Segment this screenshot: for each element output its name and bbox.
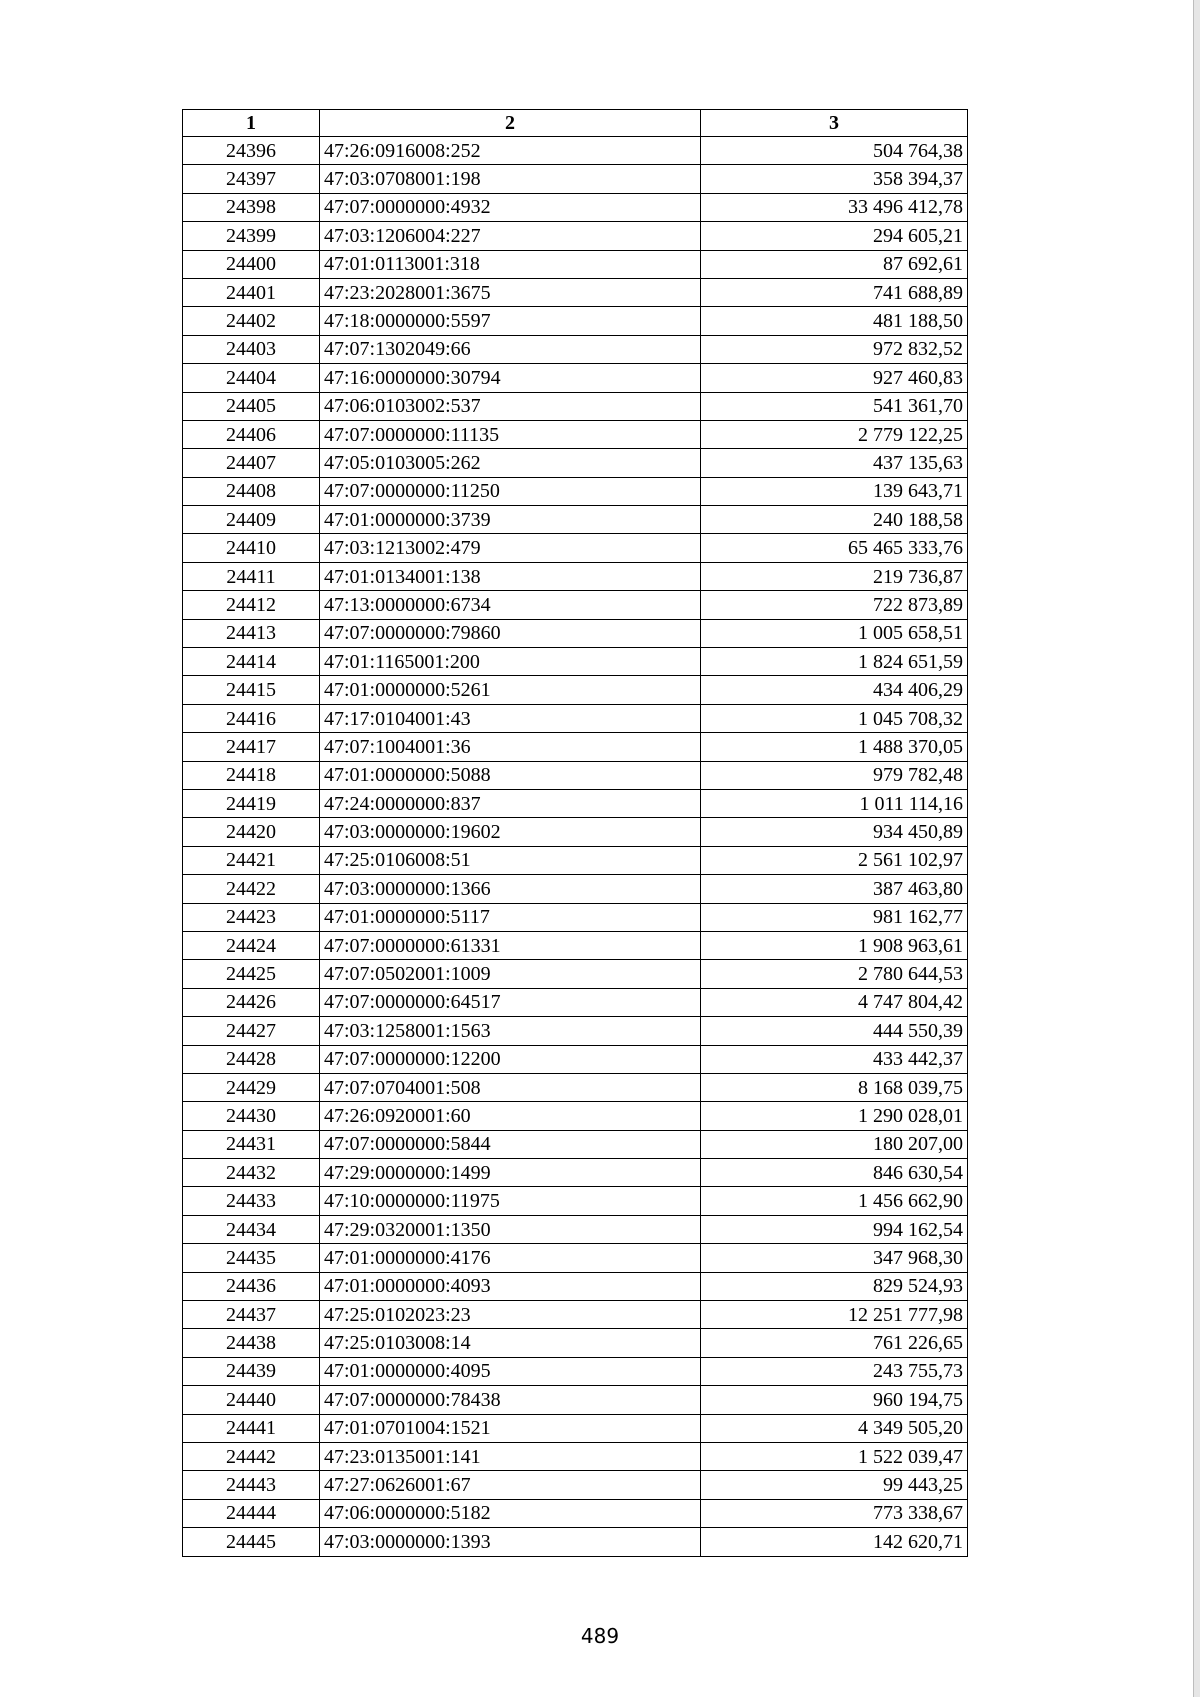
row-number-cell: 24416 <box>183 704 320 732</box>
table-row <box>183 165 968 193</box>
cadastral-value-cell: 722 873,89 <box>701 591 968 619</box>
cadastral-value-cell: 358 394,37 <box>701 165 968 193</box>
cadastral-value-cell: 1 045 708,32 <box>701 704 968 732</box>
table-row <box>183 449 968 477</box>
cadastral-number-cell: 47:07:0000000:4932 <box>320 193 701 221</box>
cadastral-value-cell: 1 908 963,61 <box>701 931 968 959</box>
column-header-1: 1 <box>183 110 320 137</box>
table-row <box>183 1386 968 1414</box>
cadastral-number-cell: 47:01:0000000:3739 <box>320 506 701 534</box>
table-row <box>183 1414 968 1442</box>
cadastral-value-cell: 2 779 122,25 <box>701 420 968 448</box>
row-number-cell: 24410 <box>183 534 320 562</box>
table-row <box>183 1130 968 1158</box>
cadastral-number-cell: 47:16:0000000:30794 <box>320 364 701 392</box>
row-number-cell: 24431 <box>183 1130 320 1158</box>
cadastral-value-cell: 846 630,54 <box>701 1159 968 1187</box>
row-number-cell: 24438 <box>183 1329 320 1357</box>
table-row <box>183 619 968 647</box>
table-row <box>183 364 968 392</box>
row-number-cell: 24398 <box>183 193 320 221</box>
row-number-cell: 24445 <box>183 1528 320 1556</box>
cadastral-value-cell: 1 456 662,90 <box>701 1187 968 1215</box>
row-number-cell: 24440 <box>183 1386 320 1414</box>
row-number-cell: 24414 <box>183 648 320 676</box>
table-row <box>183 137 968 165</box>
row-number-cell: 24406 <box>183 420 320 448</box>
cadastral-number-cell: 47:07:0704001:508 <box>320 1073 701 1101</box>
cadastral-number-cell: 47:29:0000000:1499 <box>320 1159 701 1187</box>
table-row <box>183 477 968 505</box>
row-number-cell: 24427 <box>183 1017 320 1045</box>
row-number-cell: 24411 <box>183 562 320 590</box>
cadastral-value-cell: 979 782,48 <box>701 761 968 789</box>
row-number-cell: 24415 <box>183 676 320 704</box>
cadastral-value-cell: 4 747 804,42 <box>701 988 968 1016</box>
row-number-cell: 24396 <box>183 137 320 165</box>
table-row <box>183 250 968 278</box>
table-row <box>183 648 968 676</box>
cadastral-value-cell: 12 251 777,98 <box>701 1301 968 1329</box>
cadastral-value-cell: 180 207,00 <box>701 1130 968 1158</box>
row-number-cell: 24423 <box>183 903 320 931</box>
row-number-cell: 24409 <box>183 506 320 534</box>
row-number-cell: 24435 <box>183 1244 320 1272</box>
table-row <box>183 591 968 619</box>
table-row <box>183 1017 968 1045</box>
table-row <box>183 392 968 420</box>
cadastral-number-cell: 47:05:0103005:262 <box>320 449 701 477</box>
cadastral-value-cell: 1 011 114,16 <box>701 789 968 817</box>
cadastral-number-cell: 47:03:0000000:1393 <box>320 1528 701 1556</box>
cadastral-number-cell: 47:29:0320001:1350 <box>320 1215 701 1243</box>
row-number-cell: 24405 <box>183 392 320 420</box>
cadastral-value-cell: 2 561 102,97 <box>701 846 968 874</box>
row-number-cell: 24439 <box>183 1357 320 1385</box>
cadastral-number-cell: 47:01:0701004:1521 <box>320 1414 701 1442</box>
row-number-cell: 24407 <box>183 449 320 477</box>
cadastral-value-cell: 981 162,77 <box>701 903 968 931</box>
cadastral-value-cell: 761 226,65 <box>701 1329 968 1357</box>
row-number-cell: 24432 <box>183 1159 320 1187</box>
row-number-cell: 24424 <box>183 931 320 959</box>
column-header-2: 2 <box>320 110 701 137</box>
table-row <box>183 761 968 789</box>
cadastral-value-cell: 437 135,63 <box>701 449 968 477</box>
cadastral-number-cell: 47:07:1302049:66 <box>320 335 701 363</box>
cadastral-number-cell: 47:07:0502001:1009 <box>320 960 701 988</box>
cadastral-number-cell: 47:17:0104001:43 <box>320 704 701 732</box>
cadastral-value-cell: 741 688,89 <box>701 278 968 306</box>
table-row <box>183 335 968 363</box>
cadastral-value-cell: 219 736,87 <box>701 562 968 590</box>
cadastral-number-cell: 47:06:0000000:5182 <box>320 1499 701 1527</box>
table-row <box>183 1357 968 1385</box>
row-number-cell: 24428 <box>183 1045 320 1073</box>
cadastral-number-cell: 47:25:0103008:14 <box>320 1329 701 1357</box>
table-row <box>183 818 968 846</box>
cadastral-value-cell: 2 780 644,53 <box>701 960 968 988</box>
cadastral-number-cell: 47:01:0113001:318 <box>320 250 701 278</box>
table-row <box>183 307 968 335</box>
table-row <box>183 1528 968 1556</box>
cadastral-value-cell: 347 968,30 <box>701 1244 968 1272</box>
cadastral-value-cell: 33 496 412,78 <box>701 193 968 221</box>
table-row <box>183 960 968 988</box>
cadastral-value-cell: 99 443,25 <box>701 1471 968 1499</box>
row-number-cell: 24429 <box>183 1073 320 1101</box>
cadastral-value-cell: 927 460,83 <box>701 364 968 392</box>
row-number-cell: 24420 <box>183 818 320 846</box>
table-row <box>183 278 968 306</box>
table-row <box>183 789 968 817</box>
cadastral-value-cell: 481 188,50 <box>701 307 968 335</box>
table-row <box>183 1499 968 1527</box>
row-number-cell: 24422 <box>183 875 320 903</box>
table-row <box>183 1159 968 1187</box>
cadastral-number-cell: 47:03:1258001:1563 <box>320 1017 701 1045</box>
cadastral-number-cell: 47:18:0000000:5597 <box>320 307 701 335</box>
cadastral-value-cell: 1 824 651,59 <box>701 648 968 676</box>
row-number-cell: 24436 <box>183 1272 320 1300</box>
table-row <box>183 931 968 959</box>
row-number-cell: 24426 <box>183 988 320 1016</box>
row-number-cell: 24442 <box>183 1442 320 1470</box>
row-number-cell: 24434 <box>183 1215 320 1243</box>
cadastral-number-cell: 47:26:0916008:252 <box>320 137 701 165</box>
cadastral-number-cell: 47:03:0708001:198 <box>320 165 701 193</box>
cadastral-number-cell: 47:07:0000000:79860 <box>320 619 701 647</box>
row-number-cell: 24404 <box>183 364 320 392</box>
cadastral-value-cell: 972 832,52 <box>701 335 968 363</box>
cadastral-number-cell: 47:07:0000000:12200 <box>320 1045 701 1073</box>
cadastral-value-cell: 829 524,93 <box>701 1272 968 1300</box>
row-number-cell: 24401 <box>183 278 320 306</box>
cadastral-number-cell: 47:07:0000000:5844 <box>320 1130 701 1158</box>
cadastral-value-cell: 773 338,67 <box>701 1499 968 1527</box>
row-number-cell: 24419 <box>183 789 320 817</box>
table-row <box>183 676 968 704</box>
cadastral-value-cell: 444 550,39 <box>701 1017 968 1045</box>
cadastral-value-cell: 434 406,29 <box>701 676 968 704</box>
table-row <box>183 1073 968 1101</box>
table-row <box>183 733 968 761</box>
page-edge <box>1193 0 1200 1697</box>
row-number-cell: 24437 <box>183 1301 320 1329</box>
cadastral-value-cell: 1 290 028,01 <box>701 1102 968 1130</box>
row-number-cell: 24408 <box>183 477 320 505</box>
cadastral-number-cell: 47:10:0000000:11975 <box>320 1187 701 1215</box>
cadastral-number-cell: 47:25:0102023:23 <box>320 1301 701 1329</box>
row-number-cell: 24413 <box>183 619 320 647</box>
table-row <box>183 704 968 732</box>
table-row <box>183 1102 968 1130</box>
row-number-cell: 24418 <box>183 761 320 789</box>
cadastral-value-cell: 1 522 039,47 <box>701 1442 968 1470</box>
cadastral-number-cell: 47:01:0000000:4093 <box>320 1272 701 1300</box>
cadastral-value-cell: 243 755,73 <box>701 1357 968 1385</box>
table-body <box>183 137 968 1557</box>
cadastral-value-cell: 994 162,54 <box>701 1215 968 1243</box>
row-number-cell: 24412 <box>183 591 320 619</box>
cadastral-value-cell: 294 605,21 <box>701 222 968 250</box>
column-header-3: 3 <box>701 110 968 137</box>
cadastral-number-cell: 47:03:0000000:1366 <box>320 875 701 903</box>
cadastral-value-cell: 8 168 039,75 <box>701 1073 968 1101</box>
row-number-cell: 24433 <box>183 1187 320 1215</box>
page-number: 489 <box>580 1624 620 1648</box>
cadastral-number-cell: 47:07:0000000:61331 <box>320 931 701 959</box>
cadastral-number-cell: 47:07:0000000:11250 <box>320 477 701 505</box>
row-number-cell: 24430 <box>183 1102 320 1130</box>
cadastral-value-table <box>182 109 968 1557</box>
cadastral-number-cell: 47:07:0000000:78438 <box>320 1386 701 1414</box>
table-header-row <box>183 110 968 137</box>
row-number-cell: 24400 <box>183 250 320 278</box>
cadastral-number-cell: 47:03:0000000:19602 <box>320 818 701 846</box>
cadastral-value-cell: 541 361,70 <box>701 392 968 420</box>
cadastral-number-cell: 47:06:0103002:537 <box>320 392 701 420</box>
table-row <box>183 875 968 903</box>
table-row <box>183 1442 968 1470</box>
row-number-cell: 24397 <box>183 165 320 193</box>
row-number-cell: 24421 <box>183 846 320 874</box>
row-number-cell: 24425 <box>183 960 320 988</box>
table-row <box>183 846 968 874</box>
cadastral-number-cell: 47:03:1206004:227 <box>320 222 701 250</box>
cadastral-number-cell: 47:01:0000000:5117 <box>320 903 701 931</box>
cadastral-value-cell: 1 005 658,51 <box>701 619 968 647</box>
cadastral-number-cell: 47:07:1004001:36 <box>320 733 701 761</box>
cadastral-value-cell: 87 692,61 <box>701 250 968 278</box>
table-row <box>183 506 968 534</box>
table-row <box>183 1329 968 1357</box>
row-number-cell: 24444 <box>183 1499 320 1527</box>
cadastral-value-cell: 960 194,75 <box>701 1386 968 1414</box>
row-number-cell: 24403 <box>183 335 320 363</box>
table-row <box>183 562 968 590</box>
cadastral-value-cell: 387 463,80 <box>701 875 968 903</box>
cadastral-number-cell: 47:27:0626001:67 <box>320 1471 701 1499</box>
cadastral-number-cell: 47:23:0135001:141 <box>320 1442 701 1470</box>
cadastral-value-cell: 1 488 370,05 <box>701 733 968 761</box>
table-row <box>183 1215 968 1243</box>
row-number-cell: 24441 <box>183 1414 320 1442</box>
cadastral-value-cell: 139 643,71 <box>701 477 968 505</box>
table-row <box>183 988 968 1016</box>
cadastral-number-cell: 47:01:0000000:4095 <box>320 1357 701 1385</box>
cadastral-number-cell: 47:24:0000000:837 <box>320 789 701 817</box>
cadastral-value-cell: 934 450,89 <box>701 818 968 846</box>
table-row <box>183 1187 968 1215</box>
row-number-cell: 24402 <box>183 307 320 335</box>
cadastral-value-cell: 142 620,71 <box>701 1528 968 1556</box>
cadastral-number-cell: 47:07:0000000:64517 <box>320 988 701 1016</box>
row-number-cell: 24443 <box>183 1471 320 1499</box>
cadastral-number-cell: 47:01:0000000:5088 <box>320 761 701 789</box>
cadastral-number-cell: 47:03:1213002:479 <box>320 534 701 562</box>
cadastral-value-cell: 433 442,37 <box>701 1045 968 1073</box>
cadastral-number-cell: 47:01:0000000:4176 <box>320 1244 701 1272</box>
cadastral-number-cell: 47:13:0000000:6734 <box>320 591 701 619</box>
table-row <box>183 534 968 562</box>
table-row <box>183 1471 968 1499</box>
cadastral-number-cell: 47:01:0134001:138 <box>320 562 701 590</box>
cadastral-number-cell: 47:07:0000000:11135 <box>320 420 701 448</box>
table-row <box>183 1301 968 1329</box>
table-row <box>183 903 968 931</box>
cadastral-number-cell: 47:01:0000000:5261 <box>320 676 701 704</box>
table-row <box>183 420 968 448</box>
cadastral-value-cell: 65 465 333,76 <box>701 534 968 562</box>
cadastral-value-cell: 4 349 505,20 <box>701 1414 968 1442</box>
cadastral-value-cell: 504 764,38 <box>701 137 968 165</box>
row-number-cell: 24417 <box>183 733 320 761</box>
cadastral-value-cell: 240 188,58 <box>701 506 968 534</box>
cadastral-number-cell: 47:23:2028001:3675 <box>320 278 701 306</box>
cadastral-number-cell: 47:01:1165001:200 <box>320 648 701 676</box>
table-row <box>183 193 968 221</box>
table-row <box>183 1272 968 1300</box>
table-row <box>183 1045 968 1073</box>
cadastral-number-cell: 47:25:0106008:51 <box>320 846 701 874</box>
row-number-cell: 24399 <box>183 222 320 250</box>
table-row <box>183 222 968 250</box>
table-row <box>183 1244 968 1272</box>
cadastral-number-cell: 47:26:0920001:60 <box>320 1102 701 1130</box>
